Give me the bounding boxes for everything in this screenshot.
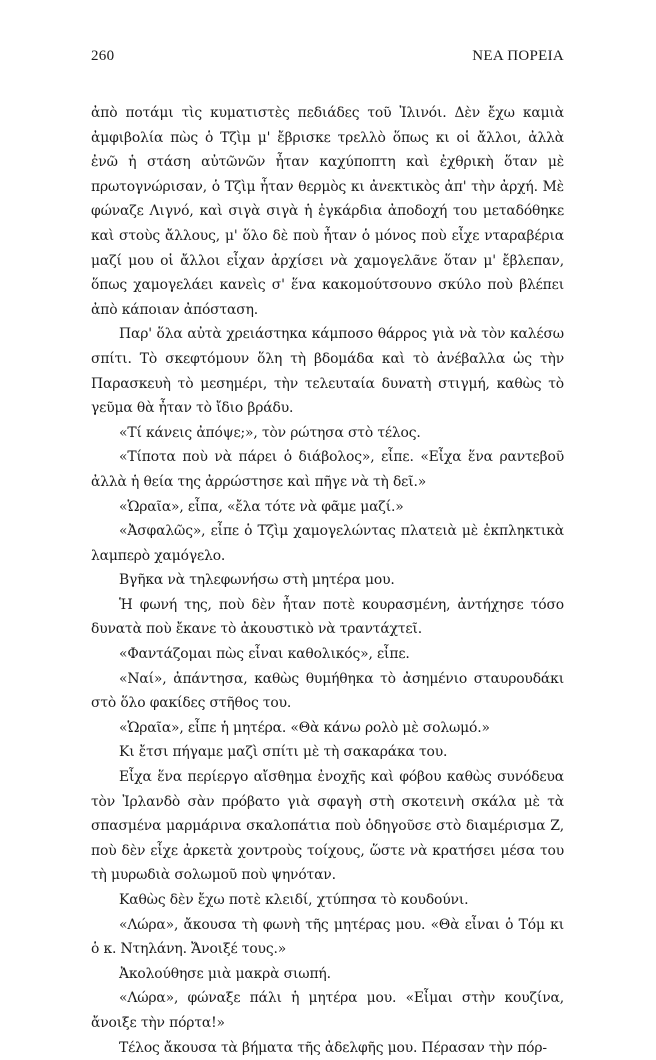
- body-text: [91, 101, 564, 1060]
- paragraph: «Φαντάζομαι πὼς εἶναι καθολικός», εἶπε.: [119, 646, 410, 663]
- paragraph: «Τίποτα ποὺ νὰ πάρει ὁ διάβολος», εἶπε. «Εἶχα ἕνα ραντεβοῦ ἀλλὰ ἡ θεία της ἀρρώστησε καὶ πῆγε νὰ τὴ δεῖ.»: [91, 449, 564, 490]
- paragraph: «Ὡραῖα», εἶπα, «ἔλα τότε νὰ φᾶμε μαζί.»: [119, 498, 404, 515]
- paragraph: ἀπὸ ποτάμι τὶς κυματιστὲς πεδιάδες τοῦ Ἰλινόι. Δὲν ἔχω καμιὰ ἀμφιβολία πὼς ὁ Τζὶμ μ' ἔβρισκε τρελλὸ ὅπως κι οἱ ἄλλοι, ἀλλὰ ἐνῶ ἡ στάση αὐτῶνῶν ἦταν καχύποπτη καὶ ἐχθρικὴ ὅταν μὲ πρωτογνώρισαν, ὁ Τζὶμ ἦταν θερμὸς κι ἀνεκτικὸς ἀπ' τὴν ἀρχή. Μὲ φώναζε Λιγνό, καὶ σιγὰ σιγὰ ἡ ἐγκάρδια ἀποδοχή του μεταδόθηκε καὶ στοὺς ἄλλους, μ' ὅλο δὲ ποὺ ἦταν ὁ μόνος ποὺ εἶχε νταραβέρια μαζί μου οἱ ἄλλοι εἶχαν ἀρχίσει νὰ χαμογελᾶνε ὅταν μ' ἔβλεπαν, ὅπως χαμογελάει κανεὶς σ' ἕνα κακομούτσουνο σκύλο ποὺ βλέπει ἀπὸ κάποιαν ἀπόσταση.: [91, 105, 564, 318]
- paragraph: «Τί κάνεις ἀπόψε;», τὸν ρώτησα στὸ τέλος.: [119, 424, 421, 441]
- paragraph: Καθὼς δὲν ἔχω ποτὲ κλειδί, χτύπησα τὸ κουδούνι.: [119, 892, 469, 908]
- page-number: 260: [91, 48, 115, 64]
- paragraph: Εἶχα ἕνα περίεργο αἴσθημα ἐνοχῆς καὶ φόβου καθὼς συνόδευα τὸν Ἰρλανδὸ σὰν πρόβατο γιὰ σφαγὴ στὴ σκοτεινὴ σκάλα μὲ τὰ σπασμένα μαρμάρινα σκαλοπάτια ποὺ ὁδηγοῦσε στὸ διαμέρισμα Ζ, ποὺ δὲν εἶχε ἀρκετὰ χοντροὺς τοίχους, ὥστε νὰ κρατήσει μέσα του τὴ μυρωδιὰ σολωμοῦ ποὺ ψηνόταν.: [91, 769, 564, 884]
- paragraph: «Ἀσφαλῶς», εἶπε ὁ Τζὶμ χαμογελώντας πλατειὰ μὲ ἐκπληκτικὰ λαμπερὸ χαμόγελο.: [91, 523, 564, 564]
- paragraph: Παρ' ὅλα αὐτὰ χρειάστηκα κάμποσο θάρρος γιὰ νὰ τὸν καλέσω σπίτι. Τὸ σκεφτόμουν ὅλη τὴ βδομάδα καὶ τὸ ἀνέβαλλα ὡς τὴν Παρασκευὴ τὸ μεσημέρι, τὴν τελευταία δυνατὴ στιγμή, καθὼς τὸ γεῦμα θὰ ἦταν τὸ ἴδιο βράδυ.: [91, 326, 564, 417]
- page-header: [91, 48, 564, 68]
- paragraph: «Λώρα», φώναξε πάλι ἡ μητέρα μου. «Εἶμαι στὴν κουζίνα, ἄνοιξε τὴν πόρτα!»: [91, 990, 564, 1031]
- paragraph: Βγῆκα νὰ τηλεφωνήσω στὴ μητέρα μου.: [119, 572, 395, 589]
- paragraph: «Ὡραῖα», εἶπε ἡ μητέρα. «Θὰ κάνω ρολὸ μὲ σολωμό.»: [119, 719, 490, 736]
- paragraph: «Λώρα», ἄκουσα τὴ φωνὴ τῆς μητέρας μου. «Θὰ εἶναι ὁ Τόμ κι ὁ κ. Ντηλάνη. Ἄνοιξέ τους.»: [91, 916, 564, 958]
- paragraph: «Ναί», ἀπάντησα, καθὼς θυμήθηκα τὸ ἀσημένιο σταυρουδάκι στὸ ὅλο φακίδες στῆθος του.: [91, 670, 564, 712]
- paragraph: Ἀκολούθησε μιὰ μακρὰ σιωπή.: [119, 965, 331, 982]
- paragraph: Τέλος ἄκουσα τὰ βήματα τῆς ἀδελφῆς μου. Πέρασαν τὴν πόρ-: [119, 1039, 547, 1056]
- paragraph: Κι ἔτσι πήγαμε μαζὶ σπίτι μὲ τὴ σακαράκα του.: [119, 744, 448, 761]
- running-title: ΝΕΑ ΠΟΡΕΙΑ: [472, 48, 564, 64]
- paragraph: Ἡ φωνή της, ποὺ δὲν ἦταν ποτὲ κουρασμένη, ἀντήχησε τόσο δυνατὰ ποὺ ἔκανε τὸ ἀκουστικὸ νὰ τραντάχτεῖ.: [91, 596, 564, 638]
